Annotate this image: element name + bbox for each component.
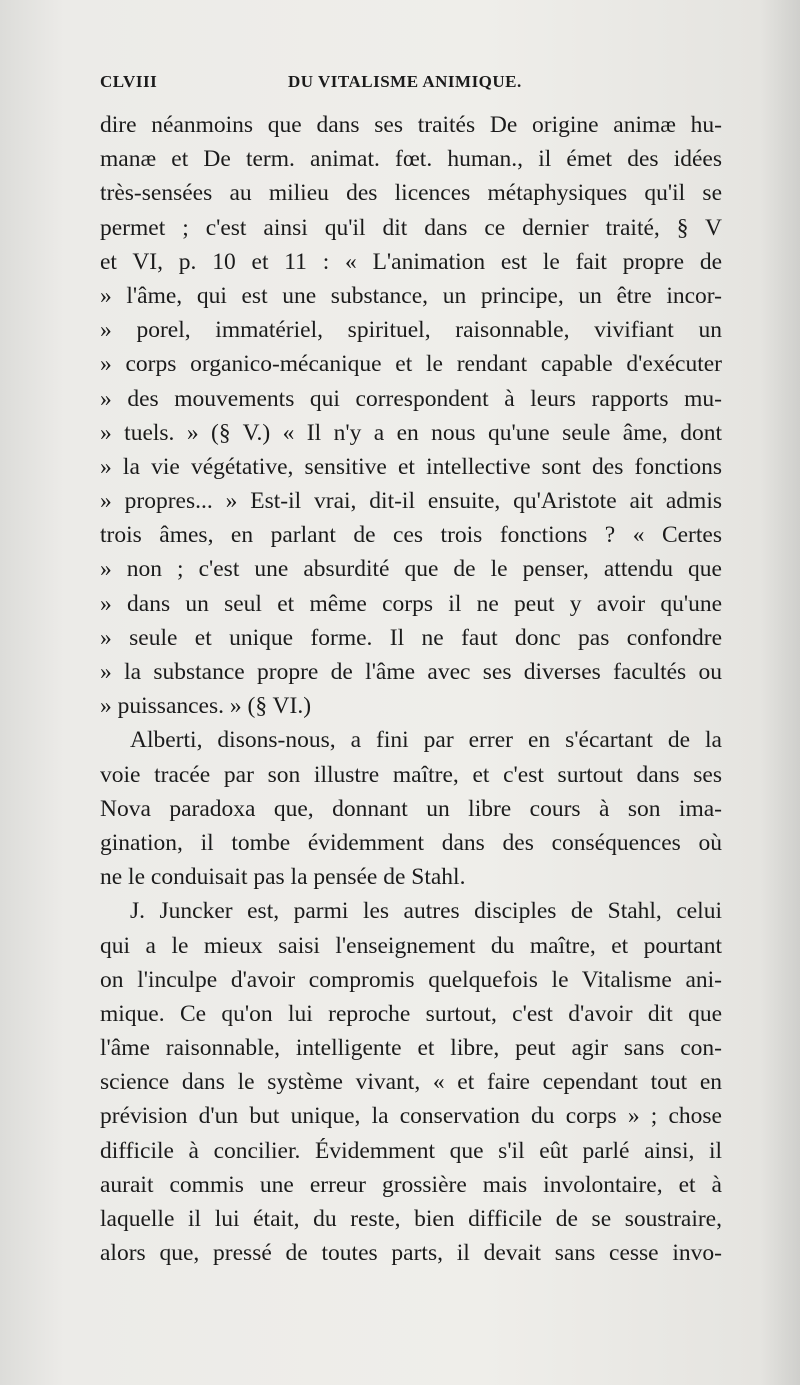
text-line: Nova paradoxa que, donnant un libre cours à son ima- (100, 795, 722, 822)
text-line: » porel, immatériel, spirituel, raisonnable, vivifiant un (100, 317, 722, 344)
text-line: mique. Ce qu'on lui reproche surtout, c'est d'avoir dit que (100, 1000, 722, 1027)
text-line: » la substance propre de l'âme avec ses diverses facultés ou (100, 659, 722, 685)
text-line: très-sensées au milieu des licences métaphysiques qu'il se (100, 180, 722, 207)
text-line: alors que, pressé de toutes parts, il devait sans cesse invo- (100, 1240, 722, 1267)
text-line: » des mouvements qui correspondent à leurs rapports mu- (100, 385, 722, 412)
text-line: permet ; c'est ainsi qu'il dit dans ce dernier traité, § V (100, 214, 722, 241)
text-line: Alberti, disons-nous, a fini par errer en s'écartant de la (130, 727, 722, 754)
body-text (100, 108, 722, 1270)
text-line: science dans le système vivant, « et faire cependant tout en (100, 1069, 722, 1096)
page-header (100, 72, 720, 102)
text-line: » corps organico-mécanique et le rendant capable d'exécuter (100, 351, 722, 378)
text-line: l'âme raisonnable, intelligente et libre, peut agir sans con- (100, 1035, 722, 1062)
text-line: ne le conduisait pas la pensée de Stahl. (100, 864, 466, 891)
text-line: » la vie végétative, sensitive et intellective sont des fonctions (100, 453, 722, 480)
text-line: qui a le mieux saisi l'enseignement du maître, et pourtant (100, 932, 722, 959)
text-line: manæ et De term. animat. fœt. human., il émet des idées (100, 146, 722, 173)
text-line: » propres... » Est-il vrai, dit-il ensuite, qu'Aristote ait admis (100, 488, 722, 515)
text-line: » puissances. » (§ VI.) (100, 693, 312, 720)
text-line: » non ; c'est une absurdité que de le penser, attendu que (100, 556, 722, 583)
text-line: gination, il tombe évidemment dans des conséquences où (100, 829, 722, 856)
page-number: CLVIII (100, 72, 158, 91)
text-line: et VI, p. 10 et 11 : « L'animation est le fait propre de (100, 248, 722, 275)
text-line: J. Juncker est, parmi les autres disciples de Stahl, celui (130, 898, 722, 925)
text-line: dire néanmoins que dans ses traités De origine animæ hu- (100, 112, 722, 138)
text-line: prévision d'un but unique, la conservation du corps » ; chose (100, 1103, 722, 1130)
text-line: laquelle il lui était, du reste, bien difficile de se soustraire, (100, 1206, 722, 1232)
text-line: » dans un seul et même corps il ne peut y avoir qu'une (100, 590, 722, 617)
text-line: aurait commis une erreur grossière mais involontaire, et à (100, 1171, 722, 1198)
text-line: voie tracée par son illustre maître, et c'est surtout dans ses (100, 761, 722, 788)
text-line: » l'âme, qui est une substance, un principe, un être incor- (100, 282, 722, 309)
text-line: trois âmes, en parlant de ces trois fonctions ? « Certes (100, 522, 722, 549)
running-title: DU VITALISME ANIMIQUE. (288, 72, 522, 91)
text-line: difficile à concilier. Évidemment que s'il eût parlé ainsi, il (100, 1137, 722, 1164)
text-line: » tuels. » (§ V.) « Il n'y a en nous qu'une seule âme, dont (100, 419, 722, 446)
text-line: on l'inculpe d'avoir compromis quelquefois le Vitalisme ani- (100, 966, 722, 993)
text-line: » seule et unique forme. Il ne faut donc pas confondre (100, 624, 722, 651)
